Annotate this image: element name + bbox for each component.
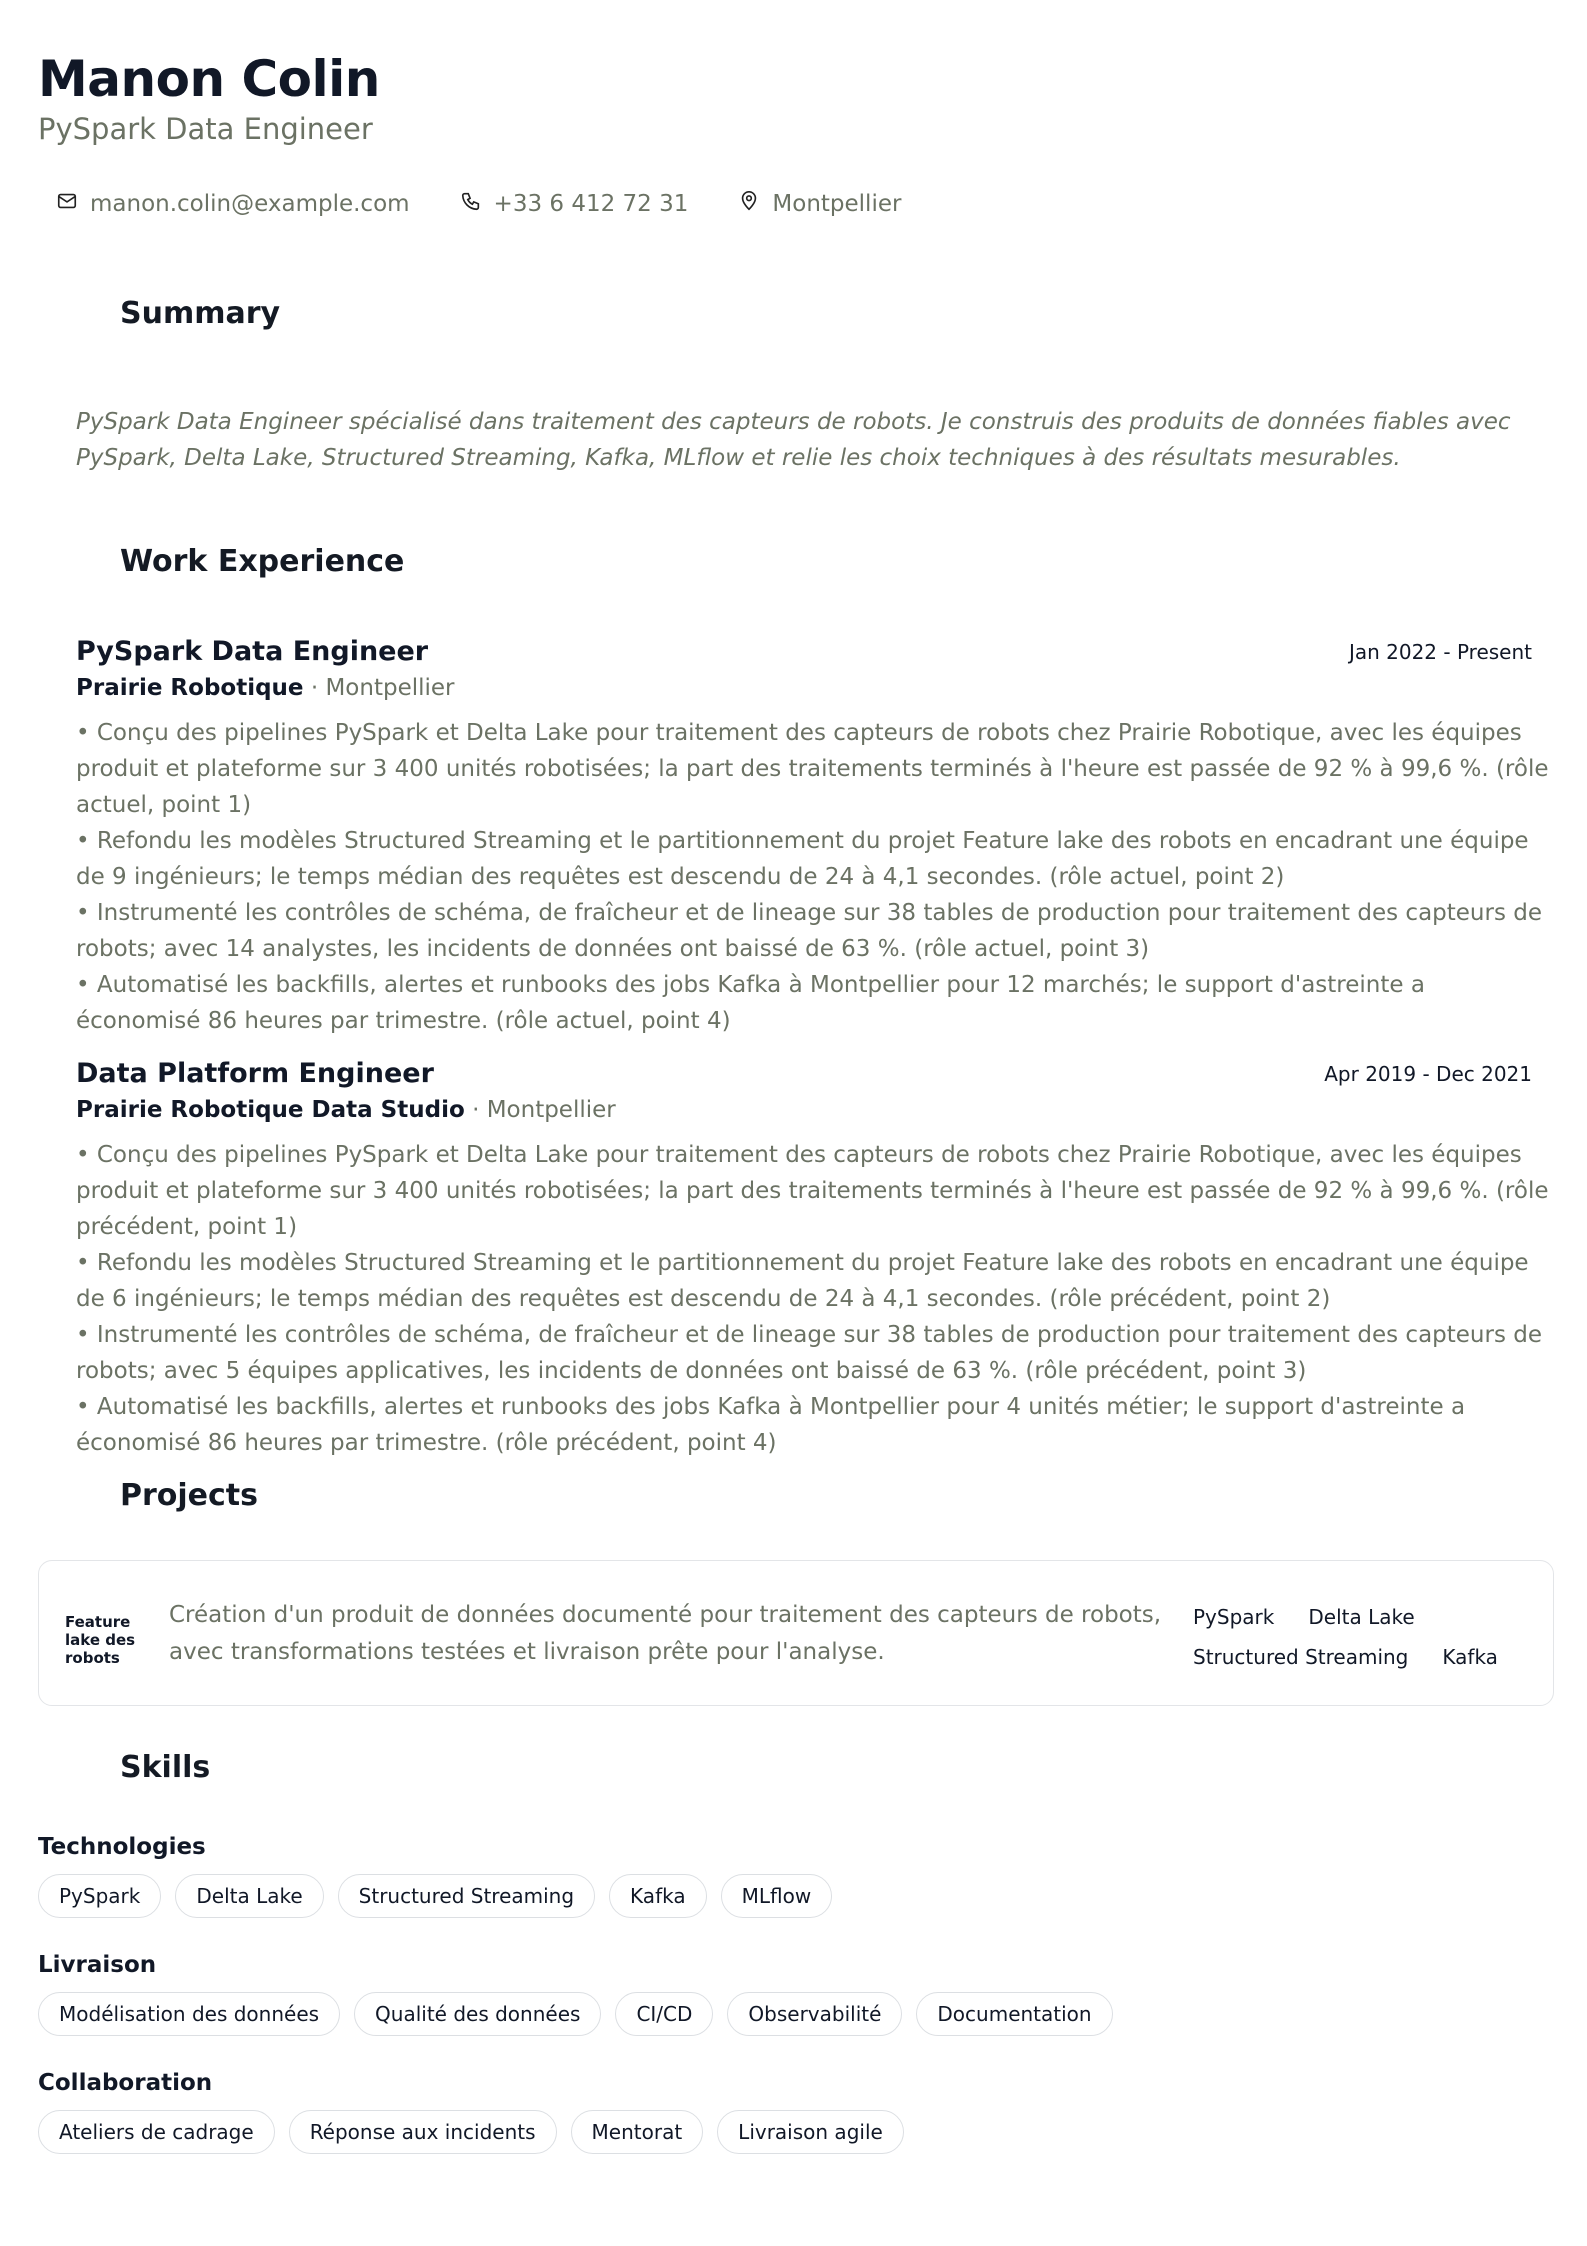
contact-email[interactable]	[56, 190, 410, 218]
job-location: · Montpellier	[310, 675, 455, 701]
job-bullets	[76, 715, 1556, 1039]
skill-group-technologies	[38, 1834, 832, 1918]
experience-heading: Work Experience	[120, 544, 405, 579]
bullet-item: • Automatisé les backfills, alertes et runbooks des jobs Kafka à Montpellier pour 12 marchés; le support d'astreinte a économisé 86 heures par trimestre. (rôle actuel, point 4)	[76, 972, 1425, 1034]
bullet-item: • Instrumenté les contrôles de schéma, de fraîcheur et de lineage sur 38 tables de production pour traitement des capteurs de robots; avec 14 analystes, les incidents de données ont baissé de 63 %. (rôle actuel, point 3)	[76, 900, 1543, 962]
company-name: Prairie Robotique Data Studio	[76, 1097, 465, 1123]
project-name: Feature lake des robots	[65, 1613, 136, 1667]
phone-icon	[460, 190, 482, 218]
bullet-item: • Refondu les modèles Structured Streaming et le partitionnement du projet Feature lake des robots en encadrant une équipe de 9 ingénieurs; le temps médian des requêtes est descendu de 24 à 4,1 secondes. (rôle actuel, point 2)	[76, 828, 1529, 890]
job-bullets	[76, 1137, 1556, 1461]
skill-pill: Mentorat	[571, 2110, 704, 2154]
skill-pill: Structured Streaming	[338, 1874, 595, 1918]
skill-pill: Observabilité	[727, 1992, 902, 2036]
bullet-item: • Refondu les modèles Structured Streaming et le partitionnement du projet Feature lake des robots en encadrant une équipe de 6 ingénieurs; le temps médian des requêtes est descendu de 24 à 4,1 secondes. (rôle précédent, point 2)	[76, 1250, 1529, 1312]
job-title: PySpark Data Engineer	[76, 636, 429, 667]
job-entry	[76, 1058, 1556, 1461]
skill-pill: Réponse aux incidents	[289, 2110, 557, 2154]
skill-group-collaboration	[38, 2070, 904, 2154]
project-tags	[1193, 1605, 1513, 1669]
summary-heading: Summary	[120, 296, 281, 331]
bullet-item: • Conçu des pipelines PySpark et Delta Lake pour traitement des capteurs de robots chez Prairie Robotique, avec les équipes produit et plateforme sur 3 400 unités robotisées; la part des traitements terminés à l'heure est passée de 92 % à 99,6 %. (rôle précédent, point 1)	[76, 1142, 1549, 1240]
skill-group-title: Livraison	[38, 1952, 157, 1978]
project-tag: Kafka	[1442, 1645, 1498, 1669]
email-text: manon.colin@example.com	[90, 191, 410, 217]
job-location: · Montpellier	[472, 1097, 616, 1123]
job-entry	[76, 636, 1556, 1039]
skills-heading: Skills	[120, 1750, 211, 1785]
projects-heading: Projects	[120, 1478, 259, 1513]
bullet-item: • Automatisé les backfills, alertes et runbooks des jobs Kafka à Montpellier pour 4 unités métier; le support d'astreinte a économisé 86 heures par trimestre. (rôle précédent, point 4)	[76, 1394, 1466, 1456]
job-dates: Apr 2019 - Dec 2021	[1324, 1062, 1532, 1086]
project-tag: Delta Lake	[1308, 1605, 1415, 1629]
contact-location	[738, 190, 901, 218]
job-title: Data Platform Engineer	[76, 1058, 434, 1089]
skill-pill: Documentation	[916, 1992, 1112, 2036]
project-card	[38, 1560, 1554, 1706]
project-description: Création d'un produit de données documenté pour traitement des capteurs de robots, avec transformations testées et livraison prête pour l'analyse.	[169, 1602, 1162, 1665]
summary-text: PySpark Data Engineer spécialisé dans traitement des capteurs de robots. Je construis des produits de données fiables avec PySpark, Delta Lake, Structured Streaming, Kafka, MLflow et relie les choix techniques à des résultats mesurables.	[76, 409, 1511, 471]
skill-pill: Kafka	[609, 1874, 707, 1918]
resume-header	[38, 48, 380, 148]
skill-group-title: Technologies	[38, 1834, 206, 1860]
candidate-name: Manon Colin	[38, 50, 380, 108]
contact-phone[interactable]	[460, 190, 689, 218]
project-tag: Structured Streaming	[1193, 1645, 1409, 1669]
skill-pill: Livraison agile	[717, 2110, 904, 2154]
job-organization	[76, 1097, 1556, 1123]
candidate-role: PySpark Data Engineer	[38, 112, 373, 146]
skill-group-livraison	[38, 1952, 1113, 2036]
contact-bar	[56, 190, 901, 218]
location-text: Montpellier	[772, 191, 902, 217]
mail-icon	[56, 190, 78, 218]
bullet-item: • Conçu des pipelines PySpark et Delta Lake pour traitement des capteurs de robots chez Prairie Robotique, avec les équipes produit et plateforme sur 3 400 unités robotisées; la part des traitements terminés à l'heure est passée de 92 % à 99,6 %. (rôle actuel, point 1)	[76, 720, 1549, 818]
skill-pill: PySpark	[38, 1874, 161, 1918]
job-organization	[76, 675, 1556, 701]
skill-pill: MLflow	[721, 1874, 833, 1918]
phone-text: +33 6 412 72 31	[493, 191, 689, 217]
location-pin-icon	[738, 190, 760, 218]
skill-pill: Delta Lake	[175, 1874, 323, 1918]
bullet-item: • Instrumenté les contrôles de schéma, de fraîcheur et de lineage sur 38 tables de production pour traitement des capteurs de robots; avec 5 équipes applicatives, les incidents de données ont baissé de 63 %. (rôle précédent, point 3)	[76, 1322, 1543, 1384]
skill-pill: Ateliers de cadrage	[38, 2110, 275, 2154]
skill-pill: Qualité des données	[354, 1992, 601, 2036]
job-dates: Jan 2022 - Present	[1348, 640, 1532, 664]
skill-pill: Modélisation des données	[38, 1992, 340, 2036]
project-tag: PySpark	[1193, 1605, 1275, 1629]
company-name: Prairie Robotique	[76, 675, 304, 701]
skill-pill: CI/CD	[615, 1992, 713, 2036]
skill-group-title: Collaboration	[38, 2070, 213, 2096]
